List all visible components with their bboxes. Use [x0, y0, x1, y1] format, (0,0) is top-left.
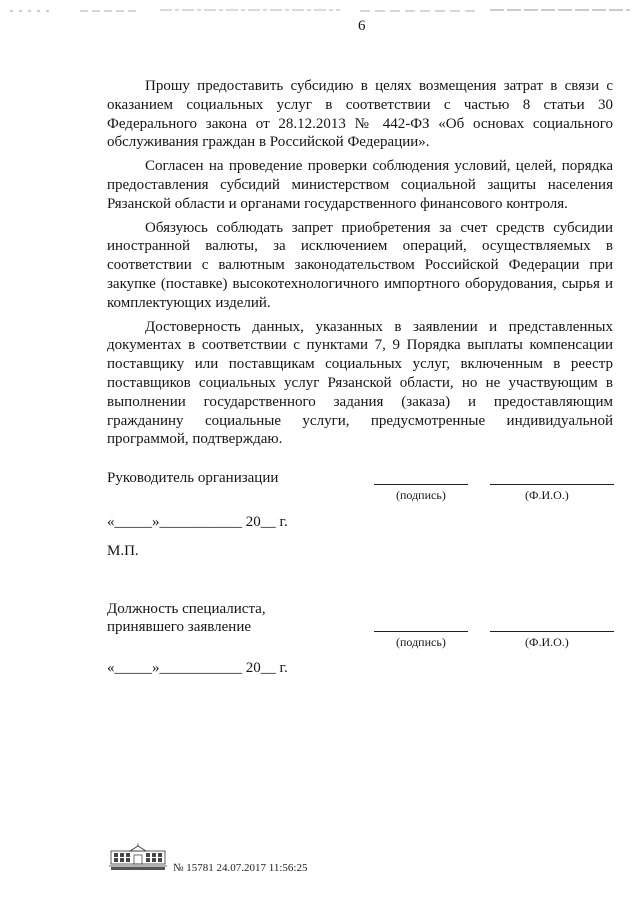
registration-number-timestamp: № 15781 24.07.2017 11:56:25	[173, 862, 308, 874]
scan-edge-artifact	[10, 8, 630, 14]
paragraph-currency-obligation: Обязуюсь соблюдать запрет приобретения за счет средств субсидии иностранной валюты, за исключением операций, осуществляемых в соответствии с валютным законодательством Российской Федерации при закупке (поставке) высокотехнологичного импортного оборудования, сырья и комплектующих изделий.	[107, 219, 613, 311]
head-name-line	[490, 484, 614, 485]
statement-body	[107, 77, 613, 454]
head-signature-caption: (подпись)	[396, 488, 446, 502]
head-date-line: «_____»___________ 20__ г.	[107, 514, 288, 530]
specialist-position-label: Должность специалиста,	[107, 601, 266, 617]
page-number: 6	[358, 18, 366, 34]
specialist-position-label-cont: принявшего заявление	[107, 619, 252, 635]
paragraph-subsidy-request: Прошу предоставить субсидию в целях возмещения затрат в связи с оказанием социальных услуг в соответствии с частью 8 статьи 30 Федерального закона от 28.12.2013 № 442-ФЗ «Об основах социального обслуживания граждан в Российской Федерации».	[107, 78, 613, 151]
specialist-signature-caption: (подпись)	[396, 635, 446, 649]
specialist-date-line: «_____»___________ 20__ г.	[107, 660, 288, 676]
building-stamp-icon	[108, 843, 168, 871]
paragraph-inspection-consent: Согласен на проведение проверки соблюдения условий, целей, порядка предоставления субсидий министерством социальной защиты населения Рязанской области и органами государственного финансового контроля.	[107, 158, 613, 212]
head-name-caption: (Ф.И.О.)	[525, 488, 569, 502]
head-signature-line	[374, 484, 468, 485]
specialist-name-line	[490, 631, 614, 632]
head-of-organization-label: Руководитель организации	[107, 470, 279, 486]
specialist-signature-line	[374, 631, 468, 632]
seal-label: М.П.	[107, 543, 139, 559]
specialist-name-caption: (Ф.И.О.)	[525, 635, 569, 649]
paragraph-data-confirmation: Достоверность данных, указанных в заявлении и представленных документах в соответствии с пунктами 7, 9 Порядка выплаты компенсации поставщику или поставщикам социальных услуг, включенным в реестр поставщиков социальных услуг Рязанской области, но не участвующим в выполнении государственного задания (заказа) и предоставляющим гражданину социальные услуги, предусмотренные индивидуальной программой, подтверждаю.	[107, 318, 613, 448]
